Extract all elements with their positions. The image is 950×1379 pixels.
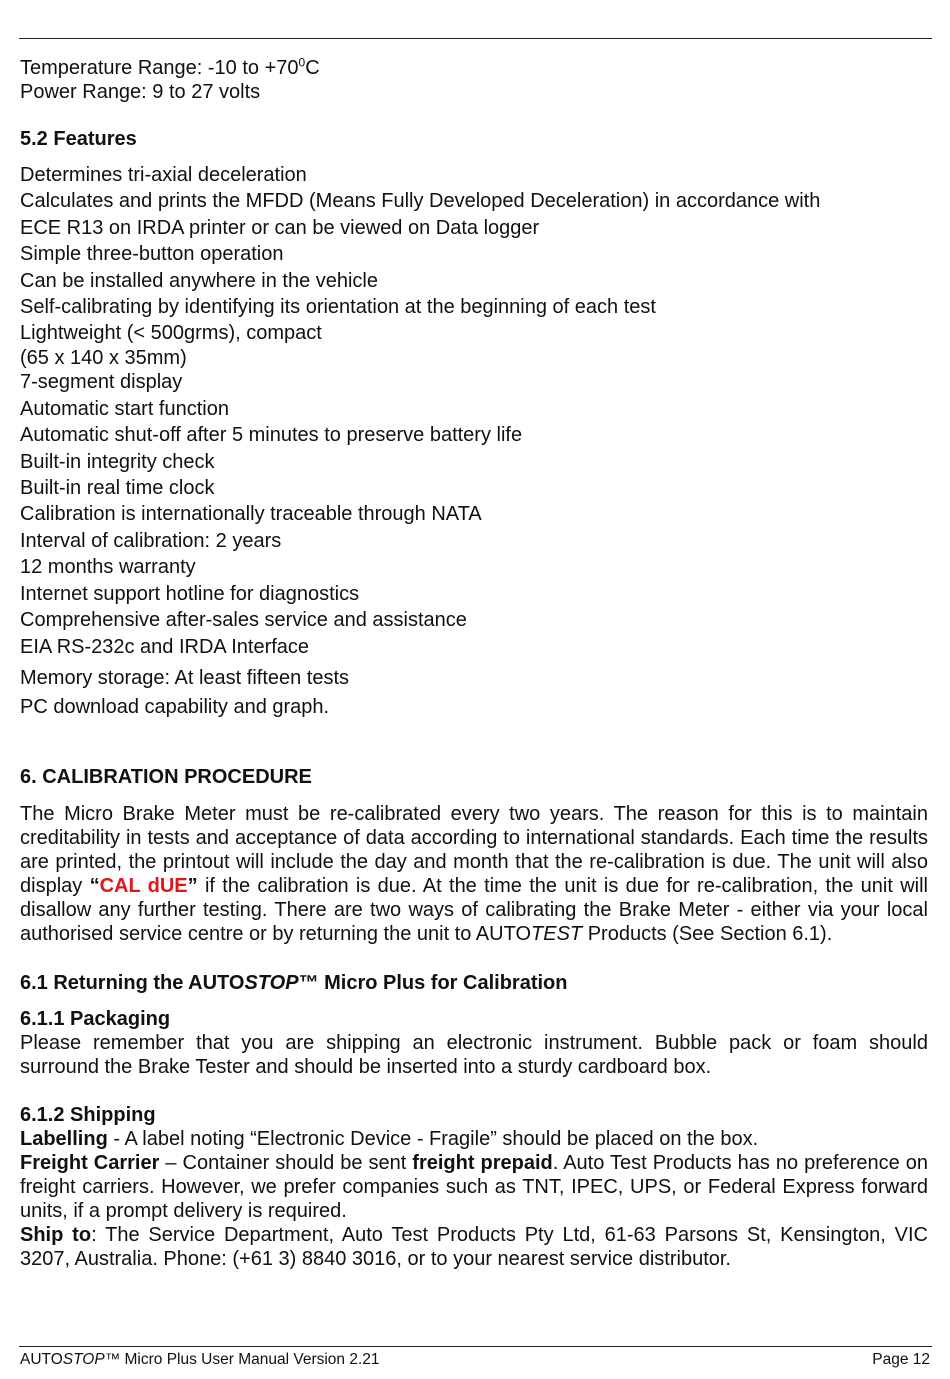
feature-item: 7-segment display — [20, 371, 183, 394]
feature-item: Built-in real time clock — [20, 477, 215, 500]
feature-item: Calibration is internationally traceable through NATA — [20, 503, 482, 526]
feature-item: Calculates and prints the MFDD (Means Fully Developed Deceleration) in accordance with — [20, 190, 821, 213]
feature-item: Can be installed anywhere in the vehicle — [20, 269, 378, 292]
feature-item: Interval of calibration: 2 years — [20, 529, 282, 552]
feature-item: Automatic shut-off after 5 minutes to preserve battery life — [20, 424, 523, 447]
feature-item: Simple three-button operation — [20, 243, 284, 266]
packaging-heading: 6.1.1 Packaging — [20, 1007, 171, 1030]
feature-item: (65 x 140 x 35mm) — [20, 347, 187, 370]
features-list — [20, 162, 928, 721]
labelling-text: Labelling - A label noting “Electronic Device - Fragile” should be placed on the box. — [20, 1127, 759, 1150]
feature-item: 12 months warranty — [20, 556, 196, 579]
features-heading: 5.2 Features — [20, 128, 137, 150]
calibration-paragraph: The Micro Brake Meter must be re-calibrated every two years. The reason for this is to maintain creditability in tests and acceptance of data according to international standards. Each time the results are printed, the printout will include the day and month that the re-calibration is due. The unit will also display “CAL dUE” if the calibration is due. At the time the unit is due for re-calibration, the unit will disallow any further testing. There are two ways of calibrating the Brake Meter - either via your local authorised service centre or by returning the unit to AUTOTEST Products (See Section 6.1). — [20, 802, 928, 945]
power-range: Power Range: 9 to 27 volts — [20, 81, 261, 103]
page-footer — [20, 1350, 930, 1370]
temperature-range: Temperature Range: -10 to $+70^0C$ — [20, 55, 320, 79]
feature-item: ECE R13 on IRDA printer or can be viewed on Data logger — [20, 216, 540, 239]
feature-item: Determines tri-axial deceleration — [20, 164, 307, 186]
page-number: Page 12 — [872, 1351, 930, 1368]
feature-item: Memory storage: At least fifteen tests — [20, 666, 350, 689]
feature-item: Self-calibrating by identifying its orientation at the beginning of each test — [20, 296, 656, 319]
packaging-text: Please remember that you are shipping an electronic instrument. Bubble pack or foam should surround the Brake Tester and should be inserted into a sturdy cardboard box. — [20, 1031, 928, 1078]
cal-due-text: CAL dUE — [99, 874, 188, 897]
feature-item: Comprehensive after-sales service and assistance — [20, 609, 467, 632]
feature-item: PC download capability and graph. — [20, 696, 330, 719]
ship-to-text: Ship to: The Service Department, Auto Test Products Pty Ltd, 61-63 Parsons St, Kensington, VIC 3207, Australia. Phone: (+61 3) 8840 3016, or to your nearest service distributor. — [20, 1223, 928, 1270]
feature-item: EIA RS-232c and IRDA Interface — [20, 635, 310, 658]
feature-item: Built-in integrity check — [20, 450, 215, 473]
feature-item: Internet support hotline for diagnostics — [20, 582, 360, 605]
footer-manual-title: AUTOSTOP™ Micro Plus User Manual Version 2.21 — [20, 1351, 380, 1368]
header-rule — [19, 38, 932, 39]
feature-item: Lightweight (< 500grms), compact — [20, 322, 322, 345]
calibration-heading: 6. CALIBRATION PROCEDURE — [20, 765, 312, 788]
page-content — [20, 56, 928, 1271]
footer-rule — [19, 1346, 932, 1347]
shipping-heading: 6.1.2 Shipping — [20, 1103, 156, 1126]
freight-carrier-text: Freight Carrier – Container should be sent freight prepaid. Auto Test Products has no preference on freight carriers. However, we prefer companies such as TNT, IPEC, UPS, or Federal Express forward units, if a prompt delivery is required. — [20, 1151, 929, 1222]
returning-heading: 6.1 Returning the AUTOSTOP™ Micro Plus for Calibration — [20, 971, 568, 994]
feature-item: Automatic start function — [20, 397, 229, 420]
